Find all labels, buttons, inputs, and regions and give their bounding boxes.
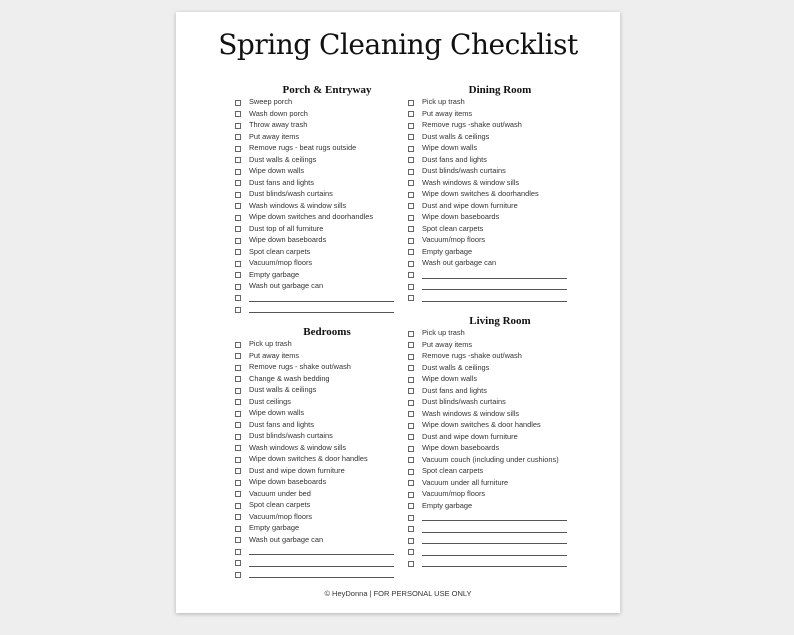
checkbox[interactable] [235, 215, 241, 221]
item-label: Put away items [249, 350, 300, 360]
checklist-item [235, 280, 405, 292]
checklist-item [235, 499, 405, 511]
checklist-item [235, 522, 405, 534]
blank-write-in-line[interactable] [249, 292, 394, 302]
checklist-item [408, 500, 578, 512]
item-label: Remove rugs - beat rugs outside [249, 143, 357, 152]
checklist-item [408, 131, 578, 143]
blank-write-in-line[interactable] [422, 292, 567, 302]
checkbox[interactable] [235, 572, 241, 578]
item-label: Spot clean carpets [422, 466, 484, 475]
checkbox[interactable] [408, 180, 414, 186]
checklist-item [235, 338, 405, 350]
checkbox[interactable] [408, 100, 414, 106]
item-label: Wipe down switches and doorhandles [249, 212, 374, 221]
checklist-item [408, 339, 578, 351]
section-bedrooms [235, 326, 405, 580]
checkbox[interactable] [408, 457, 414, 463]
checkbox[interactable] [408, 492, 414, 498]
checklist-item [235, 211, 405, 223]
checkbox[interactable] [408, 226, 414, 232]
checkbox[interactable] [408, 215, 414, 221]
blank-item [408, 557, 578, 569]
checklist-item [408, 211, 578, 223]
checkbox[interactable] [408, 249, 414, 255]
blank-item [408, 546, 578, 558]
item-label: Wash windows & window sills [249, 200, 347, 210]
checklist-item [408, 396, 578, 408]
checklist-item [235, 257, 405, 269]
checklist-item [235, 96, 405, 108]
checkbox[interactable] [235, 376, 241, 382]
checklist-item [408, 257, 578, 269]
checklist-item [235, 488, 405, 500]
checklist-item [235, 373, 405, 385]
blank-item [408, 511, 578, 523]
checkbox[interactable] [235, 307, 241, 313]
item-label: Remove rugs - shake out/wash [249, 362, 351, 371]
checklist-item [235, 246, 405, 258]
checkbox[interactable] [408, 446, 414, 452]
blank-write-in-line[interactable] [249, 545, 394, 555]
checkbox[interactable] [408, 377, 414, 383]
checkbox[interactable] [235, 238, 241, 244]
blank-write-in-line[interactable] [249, 557, 394, 567]
blank-write-in-line[interactable] [249, 303, 394, 313]
item-label: Dust walls & ceilings [422, 362, 490, 372]
checklist-item [235, 269, 405, 281]
blank-write-in-line[interactable] [422, 557, 567, 567]
checkbox[interactable] [235, 226, 241, 232]
item-label: Wipe down switches & door handles [249, 454, 368, 463]
checkbox[interactable] [235, 295, 241, 301]
checkbox[interactable] [235, 272, 241, 278]
checkbox[interactable] [235, 457, 241, 463]
checkbox[interactable] [408, 123, 414, 129]
item-label: Wash out garbage can [249, 534, 324, 544]
item-label: Pick up trash [422, 97, 465, 106]
checklist-item [408, 165, 578, 177]
checkbox[interactable] [408, 111, 414, 117]
item-label: Dust fans and lights [422, 385, 487, 395]
checklist-item [408, 142, 578, 154]
checkbox[interactable] [408, 411, 414, 417]
checkbox[interactable] [235, 549, 241, 555]
checklist-item [235, 154, 405, 166]
checklist-item [235, 223, 405, 235]
item-label: Wash out garbage can [249, 281, 324, 290]
item-label: Remove rugs -shake out/wash [422, 351, 522, 360]
checkbox[interactable] [235, 261, 241, 267]
checkbox[interactable] [235, 169, 241, 175]
checkbox[interactable] [235, 123, 241, 129]
blank-item [408, 292, 578, 304]
checklist-item [235, 511, 405, 523]
section-heading: Dining Room [468, 84, 532, 96]
checkbox[interactable] [235, 180, 241, 186]
checkbox[interactable] [235, 537, 241, 543]
item-label: Wipe down baseboards [249, 477, 327, 486]
checkbox[interactable] [235, 560, 241, 566]
checkbox[interactable] [235, 249, 241, 255]
checklist-item [235, 131, 405, 143]
section-living-room [408, 315, 578, 569]
item-label: Dust and wipe down furniture [422, 200, 518, 210]
blank-item [235, 292, 405, 304]
checklist-item [408, 177, 578, 189]
item-label: Wash down porch [249, 108, 308, 118]
checklist-item [235, 384, 405, 396]
checklist-item [235, 119, 405, 131]
checklist-item [408, 96, 578, 108]
section-heading: Porch & Entryway [282, 84, 372, 96]
blank-write-in-line[interactable] [422, 534, 567, 544]
checklist-item [408, 362, 578, 374]
checklist-item [408, 234, 578, 246]
item-label: Wipe down baseboards [422, 212, 500, 221]
item-label: Dust fans and lights [249, 419, 314, 429]
checkbox[interactable] [408, 331, 414, 337]
item-label: Wipe down walls [422, 143, 478, 152]
item-label: Wipe down baseboards [422, 443, 500, 452]
item-label: Wipe down baseboards [249, 235, 327, 244]
checkbox[interactable] [408, 526, 414, 532]
item-label: Spot clean carpets [249, 500, 311, 509]
checkbox[interactable] [408, 434, 414, 440]
item-label: Put away items [422, 339, 473, 349]
checklist-item [408, 442, 578, 454]
checkbox[interactable] [408, 146, 414, 152]
checkbox[interactable] [408, 365, 414, 371]
checklist-item [235, 165, 405, 177]
section-porch-entryway [235, 84, 405, 315]
checkbox[interactable] [408, 561, 414, 567]
checkbox[interactable] [235, 445, 241, 451]
checklist-item [235, 430, 405, 442]
checkbox[interactable] [235, 203, 241, 209]
item-label: Dust walls & ceilings [249, 385, 317, 394]
checkbox[interactable] [235, 134, 241, 140]
checkbox[interactable] [408, 354, 414, 360]
checkbox[interactable] [408, 203, 414, 209]
item-label: Pick up trash [422, 328, 465, 337]
checkbox[interactable] [235, 480, 241, 486]
footer-copyright: © HeyDonna | FOR PERSONAL USE ONLY [324, 589, 472, 598]
blank-item [235, 568, 405, 580]
checkbox[interactable] [408, 295, 414, 301]
checkbox[interactable] [235, 411, 241, 417]
checklist-item [235, 453, 405, 465]
checklist-item [408, 223, 578, 235]
item-label: Vacuum/mop floors [422, 489, 486, 498]
checkbox[interactable] [235, 353, 241, 359]
checkbox[interactable] [235, 468, 241, 474]
item-label: Wipe down walls [249, 166, 305, 175]
checklist-item [408, 477, 578, 489]
item-label: Dust blinds/wash curtains [422, 166, 506, 175]
checkbox[interactable] [235, 526, 241, 532]
item-label: Spot clean carpets [249, 246, 311, 256]
blank-item [235, 303, 405, 315]
checklist-item [235, 234, 405, 246]
item-label: Dust and wipe down furniture [249, 465, 345, 475]
item-label: Wipe down walls [249, 408, 305, 417]
checklist-item [408, 200, 578, 212]
blank-item [408, 534, 578, 546]
checkbox[interactable] [408, 388, 414, 394]
checkbox[interactable] [235, 111, 241, 117]
checkbox[interactable] [235, 399, 241, 405]
blank-item [235, 545, 405, 557]
item-label: Wash windows & window sills [422, 408, 520, 418]
checkbox[interactable] [408, 169, 414, 175]
item-label: Throw away trash [249, 120, 308, 129]
checklist-item [235, 108, 405, 120]
checkbox[interactable] [408, 272, 414, 278]
item-label: Wash out garbage can [422, 258, 497, 267]
item-label: Wipe down switches & doorhandles [422, 189, 539, 198]
item-label: Put away items [422, 108, 473, 118]
blank-write-in-line[interactable] [422, 269, 567, 279]
item-label: Dust fans and lights [422, 154, 487, 164]
item-label: Wipe down walls [422, 374, 478, 383]
item-label: Dust and wipe down furniture [422, 431, 518, 441]
blank-write-in-line[interactable] [422, 523, 567, 533]
blank-item [408, 280, 578, 292]
checkbox[interactable] [408, 538, 414, 544]
item-label: Empty garbage [249, 269, 300, 279]
checklist-item [408, 431, 578, 443]
item-label: Dust blinds/wash curtains [422, 397, 506, 406]
blank-write-in-line[interactable] [249, 568, 394, 578]
checklist-item [408, 488, 578, 500]
checklist-item [235, 177, 405, 189]
checklist-item [235, 534, 405, 546]
checklist-item [408, 419, 578, 431]
checklist-item [235, 407, 405, 419]
item-label: Wipe down switches & door handles [422, 420, 541, 429]
item-label: Dust ceilings [249, 396, 291, 406]
item-label: Remove rugs -shake out/wash [422, 120, 522, 129]
checkbox[interactable] [408, 503, 414, 509]
checkbox[interactable] [235, 365, 241, 371]
checkbox[interactable] [408, 284, 414, 290]
section-heading: Bedrooms [303, 326, 351, 338]
item-label: Pick up trash [249, 339, 292, 348]
checklist-item [408, 188, 578, 200]
item-label: Vacuum/mop floors [422, 235, 486, 244]
item-label: Vacuum couch (including under cushions) [422, 454, 559, 464]
checkbox[interactable] [408, 238, 414, 244]
checklist-item [408, 465, 578, 477]
item-label: Change & wash bedding [249, 373, 330, 383]
blank-item [408, 269, 578, 281]
checklist-item [235, 465, 405, 477]
checkbox[interactable] [408, 423, 414, 429]
checklist-item [408, 350, 578, 362]
checkbox[interactable] [408, 515, 414, 521]
checkbox[interactable] [408, 157, 414, 163]
checklist-item [408, 327, 578, 339]
checkbox[interactable] [235, 284, 241, 290]
checkbox[interactable] [235, 503, 241, 509]
blank-item [235, 557, 405, 569]
checklist-item [408, 454, 578, 466]
item-label: Dust blinds/wash curtains [249, 189, 333, 198]
checklist-item [235, 188, 405, 200]
checklist-item [235, 396, 405, 408]
blank-write-in-line[interactable] [422, 546, 567, 556]
item-label: Vacuum under all furniture [422, 477, 509, 487]
checklist-item [235, 142, 405, 154]
checkbox[interactable] [408, 261, 414, 267]
item-label: Dust blinds/wash curtains [249, 431, 333, 440]
checkbox[interactable] [408, 549, 414, 555]
checklist-item [408, 373, 578, 385]
checklist-item [408, 119, 578, 131]
checkbox[interactable] [235, 192, 241, 198]
checkbox[interactable] [235, 342, 241, 348]
item-label: Vacuum/mop floors [249, 511, 313, 521]
checkbox[interactable] [408, 192, 414, 198]
checklist-item [235, 476, 405, 488]
checklist-item [235, 442, 405, 454]
checklist-item [408, 385, 578, 397]
blank-item [408, 523, 578, 535]
checkbox[interactable] [235, 157, 241, 163]
checkbox[interactable] [235, 434, 241, 440]
item-label: Dust walls & ceilings [422, 131, 490, 141]
checkbox[interactable] [408, 469, 414, 475]
checkbox[interactable] [235, 491, 241, 497]
section-dining-room [408, 84, 578, 303]
checkbox[interactable] [235, 514, 241, 520]
item-label: Empty garbage [249, 523, 300, 532]
checkbox[interactable] [408, 134, 414, 140]
checkbox[interactable] [235, 100, 241, 106]
checkbox[interactable] [408, 400, 414, 406]
item-label: Wash windows & window sills [422, 177, 520, 187]
item-label: Spot clean carpets [422, 223, 484, 233]
checklist-item [235, 200, 405, 212]
checkbox[interactable] [408, 342, 414, 348]
blank-write-in-line[interactable] [422, 511, 567, 521]
item-label: Dust walls & ceilings [249, 154, 317, 164]
checklist-item [235, 361, 405, 373]
item-label: Put away items [249, 131, 300, 141]
checklist-item [408, 108, 578, 120]
checkbox[interactable] [235, 388, 241, 394]
item-label: Empty garbage [422, 500, 473, 510]
item-label: Vacuum/mop floors [249, 258, 313, 267]
checklist-item [235, 419, 405, 431]
checklist-item [408, 246, 578, 258]
blank-write-in-line[interactable] [422, 280, 567, 290]
item-label: Empty garbage [422, 246, 473, 256]
item-label: Sweep porch [249, 97, 293, 106]
page-title: Spring Cleaning Checklist [218, 28, 578, 61]
checklist-item [408, 408, 578, 420]
section-heading: Living Room [469, 315, 531, 327]
checkbox[interactable] [408, 480, 414, 486]
checklist-item [408, 154, 578, 166]
checklist-item [235, 350, 405, 362]
checkbox[interactable] [235, 146, 241, 152]
item-label: Vacuum under bed [249, 488, 311, 498]
item-label: Wash windows & window sills [249, 442, 347, 452]
checkbox[interactable] [235, 422, 241, 428]
item-label: Dust fans and lights [249, 177, 314, 187]
item-label: Dust top of all furniture [249, 223, 324, 233]
